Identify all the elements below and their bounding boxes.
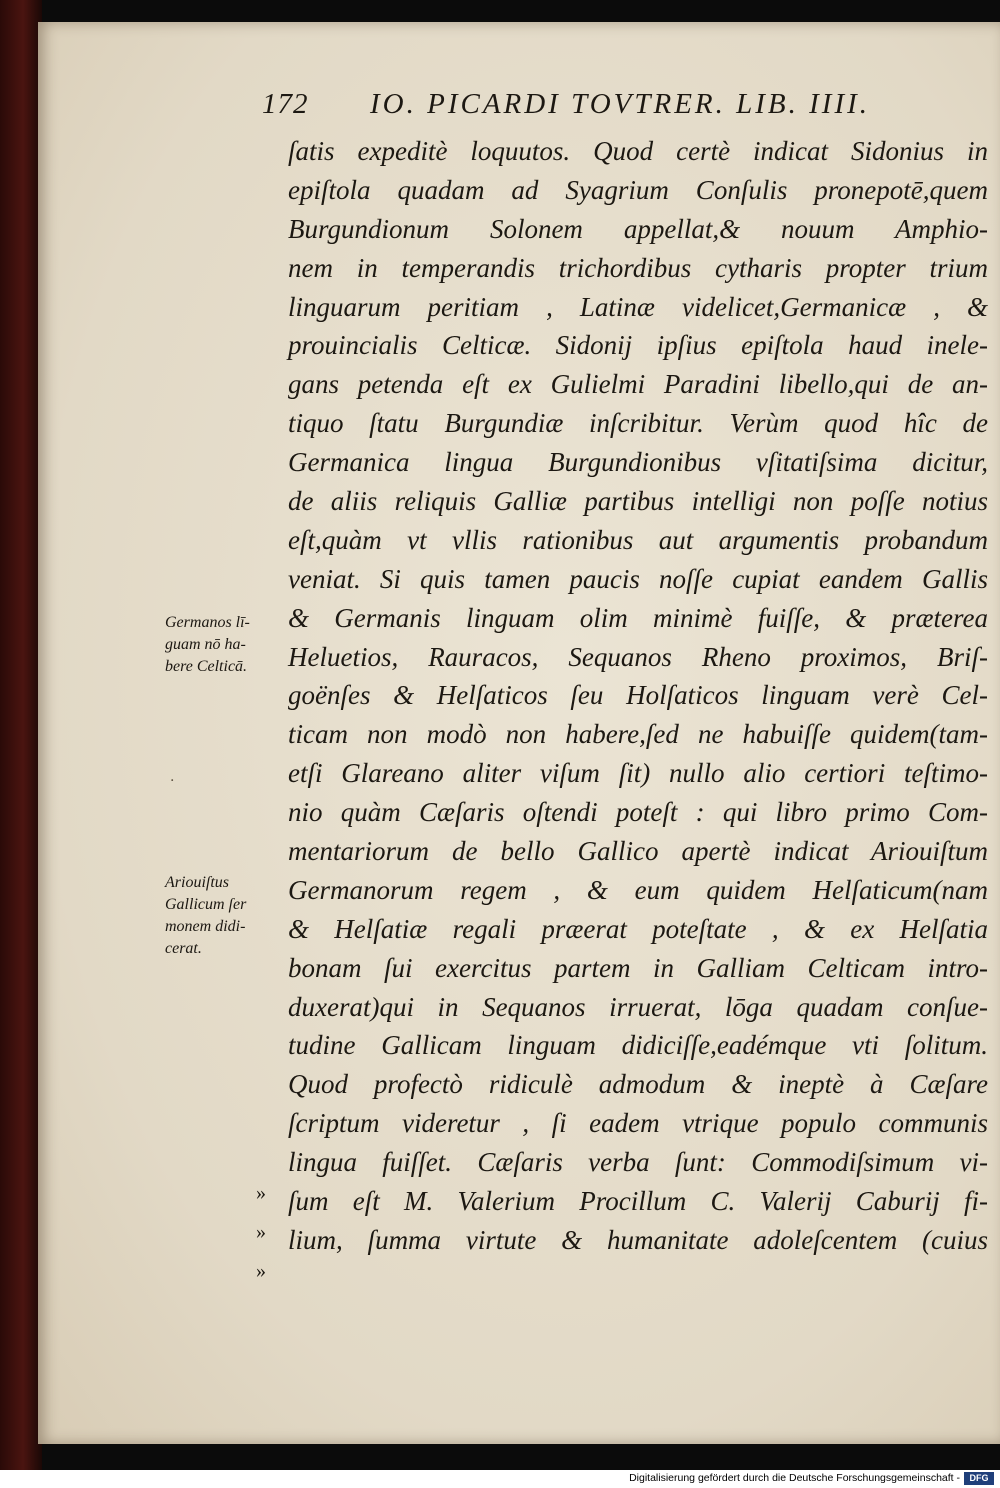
text-line: Quod profectò ridiculè admodum & ineptè à Cæſare [288, 1069, 988, 1100]
text-line: tudine Gallicam linguam didiciſſe,eadémque vti ſolitum. [288, 1030, 988, 1061]
text-line: ſcriptum videretur , ſi eadem vtrique populo communis [288, 1108, 988, 1139]
marginal-note-line: bere Celticā. [165, 658, 248, 675]
text-line: prouincialis Celticæ. Sidonij ipſius epiſtola haud inele- [288, 330, 988, 361]
text-line: nem in temperandis trichordibus cytharis propter trium [288, 252, 988, 283]
book-spine [0, 0, 42, 1470]
body-text [288, 132, 988, 1260]
text-line: ſatis expeditè loquutos. Quod certè indicat Sidonius in [288, 136, 988, 166]
text-line: veniat. Si quis tamen paucis noſſe cupiat eandem Gallis [288, 563, 988, 594]
marginal-note-line: guam nō ha- [165, 636, 246, 653]
quotation-mark: » [256, 1221, 266, 1243]
text-line: tiquo ſtatu Burgundiæ inſcribitur. Verùm quod hîc de [288, 408, 988, 439]
dfg-logo: DFG [964, 1472, 994, 1485]
text-line: linguarum peritiam , Latinæ videlicet,Germanicæ , & [288, 291, 988, 322]
text-line: gans petenda eſt ex Gulielmi Paradini libello,qui de an- [288, 369, 988, 400]
text-line: Heluetios, Rauracos, Sequanos Rheno proximos, Briſ- [288, 641, 988, 672]
text-line: etſi Glareano aliter viſum ſit) nullo alio certiori teſtimo- [288, 758, 988, 789]
text-line: duxerat)qui in Sequanos irruerat, lōga quadam conſue- [288, 991, 988, 1022]
text-line: lingua fuiſſet. Cæſaris verba ſunt: Commodiſsimum vi- [288, 1147, 988, 1178]
text-line: ſum eſt M. Valerium Procillum C. Valerij Caburij fi- [288, 1186, 988, 1217]
quotation-mark: » [256, 1260, 266, 1282]
marginal-note-line: Germanos lī- [165, 614, 250, 631]
margin-dot-mark: · [170, 773, 175, 789]
footer-credit: Digitalisierung gefördert durch die Deutsche Forschungsgemeinschaft - [629, 1472, 960, 1484]
marginal-note-line: Ariouiſtus [165, 874, 230, 891]
text-line: mentariorum de bello Gallico apertè indicat Ariouiſtum [288, 836, 988, 867]
text-line: lium, ſumma virtute & humanitate adoleſcentem (cuius [288, 1224, 988, 1255]
marginal-note-line: monem didi- [165, 918, 246, 935]
text-line: epiſtola quadam ad Syagrium Conſulis pronepotē,quem [288, 174, 988, 205]
text-line: goënſes & Helſaticos ſeu Holſaticos linguam verè Cel- [288, 680, 988, 711]
text-line: & Germanis linguam olim minimè fuiſſe, & præterea [288, 602, 988, 633]
text-line: & Helſatiæ regali præerat poteſtate , & ex Helſatia [288, 913, 988, 944]
marginal-note-line: cerat. [165, 940, 202, 957]
text-line: Burgundionum Solonem appellat,& nouum Amphio- [288, 213, 988, 244]
page-number: 172 [262, 88, 309, 120]
text-line: bonam ſui exercitus partem in Galliam Celticam intro- [288, 952, 988, 983]
text-line: nio quàm Cæſaris oſtendi poteſt : qui libro primo Com- [288, 797, 988, 828]
marginal-note-ariouistus [165, 872, 290, 960]
marginal-note-germanos [165, 612, 290, 678]
text-line: de aliis reliquis Galliæ partibus intelligi non poſſe notius [288, 486, 988, 517]
text-line: Germanica lingua Burgundionibus vſitatiſsima dicitur, [288, 447, 988, 478]
page-header [262, 88, 982, 128]
digitization-footer [0, 1470, 1000, 1488]
quotation-mark: » [256, 1182, 266, 1204]
text-line: eſt,quàm vt vllis rationibus aut argumentis probandum [288, 524, 988, 555]
text-line: Germanorum regem , & eum quidem Helſaticum(nam [288, 874, 988, 905]
text-line: ticam non modò non habere,ſed ne habuiſſe quidem(tam- [288, 719, 988, 750]
running-title: IO. PICARDI TOVTRER. LIB. IIII. [370, 88, 871, 120]
marginal-note-line: Gallicum ſer [165, 896, 247, 913]
